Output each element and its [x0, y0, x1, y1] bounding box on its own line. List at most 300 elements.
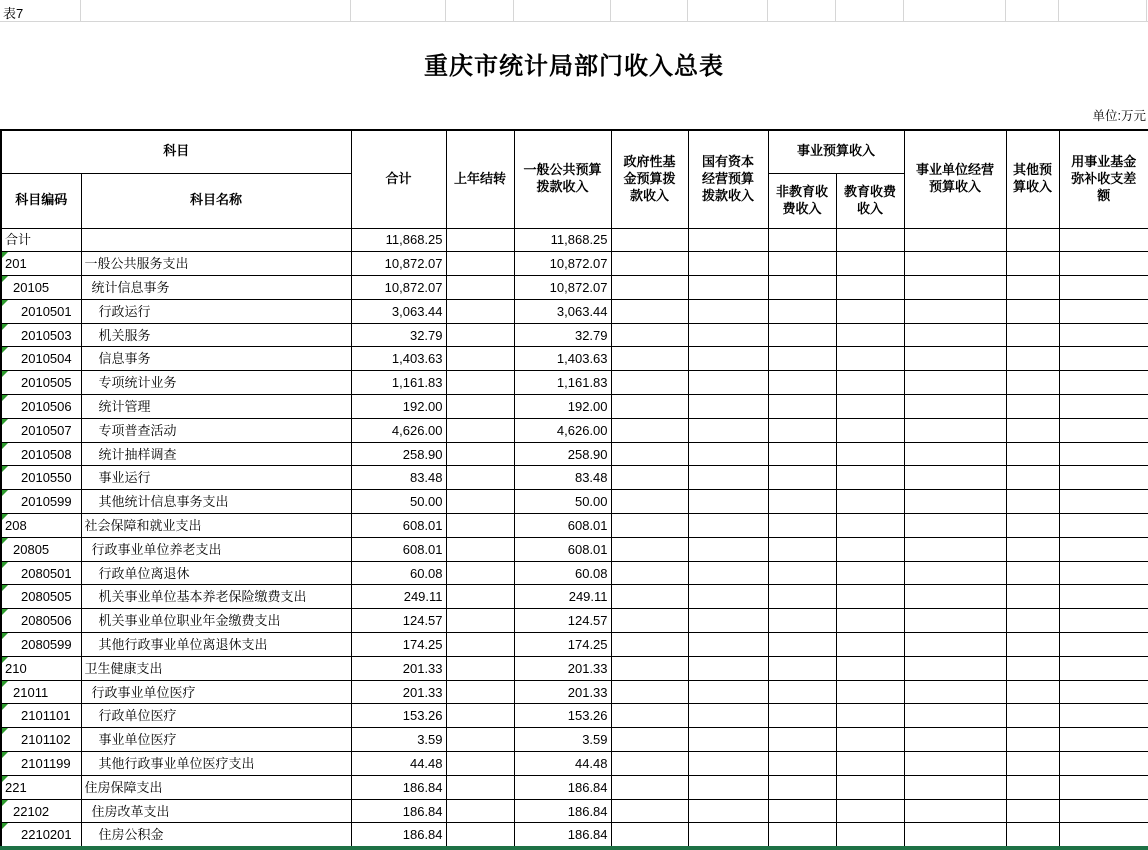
subject-code-cell[interactable]: [1, 466, 81, 490]
header-carryover[interactable]: 上年结转: [446, 130, 514, 228]
gov-fund-cell[interactable]: [611, 371, 688, 395]
subject-code-cell[interactable]: [1, 823, 81, 847]
operating-cell[interactable]: [904, 323, 1006, 347]
other-cell[interactable]: [1006, 252, 1059, 276]
general-cell[interactable]: 201.33: [514, 680, 611, 704]
non-edu-fee-cell[interactable]: [768, 775, 836, 799]
fund-balance-cell[interactable]: [1059, 752, 1148, 776]
non-edu-fee-cell[interactable]: [768, 561, 836, 585]
edu-fee-cell[interactable]: [836, 347, 904, 371]
fund-balance-cell[interactable]: [1059, 323, 1148, 347]
total-cell[interactable]: 192.00: [351, 395, 446, 419]
subject-code-cell[interactable]: [1, 276, 81, 300]
edu-fee-cell[interactable]: [836, 466, 904, 490]
subject-code-cell[interactable]: [1, 752, 81, 776]
general-cell[interactable]: 124.57: [514, 609, 611, 633]
other-cell[interactable]: [1006, 466, 1059, 490]
operating-cell[interactable]: [904, 514, 1006, 538]
other-cell[interactable]: [1006, 680, 1059, 704]
edu-fee-cell[interactable]: [836, 585, 904, 609]
non-edu-fee-cell[interactable]: [768, 728, 836, 752]
fund-balance-cell[interactable]: [1059, 633, 1148, 657]
subject-code-cell[interactable]: [1, 228, 81, 252]
non-edu-fee-cell[interactable]: [768, 752, 836, 776]
header-fund-balance-offset[interactable]: 用事业基金弥补收支差额: [1059, 130, 1148, 228]
subject-name-cell[interactable]: 一般公共服务支出: [81, 252, 351, 276]
header-gov-fund-budget[interactable]: 政府性基金预算拨款收入: [611, 130, 688, 228]
edu-fee-cell[interactable]: [836, 799, 904, 823]
subject-name-cell[interactable]: 其他行政事业单位离退休支出: [81, 633, 351, 657]
other-cell[interactable]: [1006, 442, 1059, 466]
non-edu-fee-cell[interactable]: [768, 442, 836, 466]
gov-fund-cell[interactable]: [611, 752, 688, 776]
fund-balance-cell[interactable]: [1059, 728, 1148, 752]
other-cell[interactable]: [1006, 537, 1059, 561]
subject-code-cell[interactable]: [1, 704, 81, 728]
edu-fee-cell[interactable]: [836, 252, 904, 276]
other-cell[interactable]: [1006, 775, 1059, 799]
edu-fee-cell[interactable]: [836, 418, 904, 442]
fund-balance-cell[interactable]: [1059, 466, 1148, 490]
header-institution-budget-income[interactable]: 事业预算收入: [768, 130, 904, 173]
operating-cell[interactable]: [904, 252, 1006, 276]
operating-cell[interactable]: [904, 299, 1006, 323]
state-capital-cell[interactable]: [688, 395, 768, 419]
non-edu-fee-cell[interactable]: [768, 466, 836, 490]
carryover-cell[interactable]: [446, 299, 514, 323]
edu-fee-cell[interactable]: [836, 395, 904, 419]
edu-fee-cell[interactable]: [836, 561, 904, 585]
non-edu-fee-cell[interactable]: [768, 514, 836, 538]
gov-fund-cell[interactable]: [611, 228, 688, 252]
fund-balance-cell[interactable]: [1059, 252, 1148, 276]
header-other-budget-income[interactable]: 其他预算收入: [1006, 130, 1059, 228]
subject-name-cell[interactable]: 行政事业单位医疗: [81, 680, 351, 704]
subject-name-cell[interactable]: 卫生健康支出: [81, 656, 351, 680]
header-institution-operating-budget[interactable]: 事业单位经营预算收入: [904, 130, 1006, 228]
gov-fund-cell[interactable]: [611, 299, 688, 323]
carryover-cell[interactable]: [446, 228, 514, 252]
state-capital-cell[interactable]: [688, 752, 768, 776]
other-cell[interactable]: [1006, 728, 1059, 752]
general-cell[interactable]: 1,403.63: [514, 347, 611, 371]
subject-code-cell[interactable]: [1, 371, 81, 395]
fund-balance-cell[interactable]: [1059, 490, 1148, 514]
subject-code-cell[interactable]: [1, 728, 81, 752]
non-edu-fee-cell[interactable]: [768, 252, 836, 276]
state-capital-cell[interactable]: [688, 228, 768, 252]
total-cell[interactable]: 1,161.83: [351, 371, 446, 395]
state-capital-cell[interactable]: [688, 442, 768, 466]
operating-cell[interactable]: [904, 347, 1006, 371]
subject-name-cell[interactable]: 行政事业单位养老支出: [81, 537, 351, 561]
non-edu-fee-cell[interactable]: [768, 585, 836, 609]
non-edu-fee-cell[interactable]: [768, 418, 836, 442]
gov-fund-cell[interactable]: [611, 799, 688, 823]
gov-fund-cell[interactable]: [611, 347, 688, 371]
other-cell[interactable]: [1006, 323, 1059, 347]
other-cell[interactable]: [1006, 299, 1059, 323]
gov-fund-cell[interactable]: [611, 585, 688, 609]
other-cell[interactable]: [1006, 371, 1059, 395]
other-cell[interactable]: [1006, 347, 1059, 371]
edu-fee-cell[interactable]: [836, 323, 904, 347]
total-cell[interactable]: 83.48: [351, 466, 446, 490]
header-state-capital-budget[interactable]: 国有资本经营预算拨款收入: [688, 130, 768, 228]
gov-fund-cell[interactable]: [611, 442, 688, 466]
total-cell[interactable]: 50.00: [351, 490, 446, 514]
subject-name-cell[interactable]: 事业运行: [81, 466, 351, 490]
state-capital-cell[interactable]: [688, 775, 768, 799]
total-cell[interactable]: 3,063.44: [351, 299, 446, 323]
non-edu-fee-cell[interactable]: [768, 323, 836, 347]
total-cell[interactable]: 608.01: [351, 514, 446, 538]
non-edu-fee-cell[interactable]: [768, 395, 836, 419]
general-cell[interactable]: 60.08: [514, 561, 611, 585]
edu-fee-cell[interactable]: [836, 823, 904, 847]
subject-name-cell[interactable]: 统计管理: [81, 395, 351, 419]
general-cell[interactable]: 153.26: [514, 704, 611, 728]
header-edu-fee-income[interactable]: 教育收费收入: [836, 173, 904, 228]
non-edu-fee-cell[interactable]: [768, 228, 836, 252]
subject-name-cell[interactable]: 机关事业单位基本养老保险缴费支出: [81, 585, 351, 609]
total-cell[interactable]: 186.84: [351, 775, 446, 799]
gov-fund-cell[interactable]: [611, 537, 688, 561]
subject-name-cell[interactable]: 信息事务: [81, 347, 351, 371]
total-cell[interactable]: 608.01: [351, 537, 446, 561]
fund-balance-cell[interactable]: [1059, 442, 1148, 466]
edu-fee-cell[interactable]: [836, 276, 904, 300]
other-cell[interactable]: [1006, 561, 1059, 585]
carryover-cell[interactable]: [446, 466, 514, 490]
non-edu-fee-cell[interactable]: [768, 371, 836, 395]
operating-cell[interactable]: [904, 823, 1006, 847]
operating-cell[interactable]: [904, 418, 1006, 442]
general-cell[interactable]: 4,626.00: [514, 418, 611, 442]
gov-fund-cell[interactable]: [611, 561, 688, 585]
general-cell[interactable]: 174.25: [514, 633, 611, 657]
fund-balance-cell[interactable]: [1059, 537, 1148, 561]
total-cell[interactable]: 4,626.00: [351, 418, 446, 442]
carryover-cell[interactable]: [446, 418, 514, 442]
general-cell[interactable]: 608.01: [514, 537, 611, 561]
state-capital-cell[interactable]: [688, 799, 768, 823]
subject-code-cell[interactable]: [1, 442, 81, 466]
general-cell[interactable]: 50.00: [514, 490, 611, 514]
fund-balance-cell[interactable]: [1059, 514, 1148, 538]
fund-balance-cell[interactable]: [1059, 276, 1148, 300]
subject-name-cell[interactable]: 专项统计业务: [81, 371, 351, 395]
general-cell[interactable]: 1,161.83: [514, 371, 611, 395]
state-capital-cell[interactable]: [688, 561, 768, 585]
gov-fund-cell[interactable]: [611, 323, 688, 347]
operating-cell[interactable]: [904, 466, 1006, 490]
state-capital-cell[interactable]: [688, 656, 768, 680]
state-capital-cell[interactable]: [688, 514, 768, 538]
fund-balance-cell[interactable]: [1059, 561, 1148, 585]
other-cell[interactable]: [1006, 490, 1059, 514]
carryover-cell[interactable]: [446, 704, 514, 728]
carryover-cell[interactable]: [446, 775, 514, 799]
carryover-cell[interactable]: [446, 252, 514, 276]
edu-fee-cell[interactable]: [836, 371, 904, 395]
state-capital-cell[interactable]: [688, 347, 768, 371]
edu-fee-cell[interactable]: [836, 704, 904, 728]
total-cell[interactable]: 10,872.07: [351, 276, 446, 300]
edu-fee-cell[interactable]: [836, 656, 904, 680]
state-capital-cell[interactable]: [688, 633, 768, 657]
general-cell[interactable]: 10,872.07: [514, 276, 611, 300]
subject-name-cell[interactable]: [81, 228, 351, 252]
subject-code-cell[interactable]: [1, 609, 81, 633]
operating-cell[interactable]: [904, 633, 1006, 657]
gov-fund-cell[interactable]: [611, 466, 688, 490]
carryover-cell[interactable]: [446, 442, 514, 466]
state-capital-cell[interactable]: [688, 252, 768, 276]
operating-cell[interactable]: [904, 704, 1006, 728]
general-cell[interactable]: 44.48: [514, 752, 611, 776]
carryover-cell[interactable]: [446, 514, 514, 538]
fund-balance-cell[interactable]: [1059, 228, 1148, 252]
carryover-cell[interactable]: [446, 752, 514, 776]
state-capital-cell[interactable]: [688, 466, 768, 490]
carryover-cell[interactable]: [446, 585, 514, 609]
gov-fund-cell[interactable]: [611, 823, 688, 847]
fund-balance-cell[interactable]: [1059, 656, 1148, 680]
other-cell[interactable]: [1006, 799, 1059, 823]
subject-code-cell[interactable]: [1, 656, 81, 680]
other-cell[interactable]: [1006, 418, 1059, 442]
operating-cell[interactable]: [904, 228, 1006, 252]
subject-name-cell[interactable]: 机关事业单位职业年金缴费支出: [81, 609, 351, 633]
subject-name-cell[interactable]: 住房公积金: [81, 823, 351, 847]
state-capital-cell[interactable]: [688, 823, 768, 847]
state-capital-cell[interactable]: [688, 609, 768, 633]
total-cell[interactable]: 44.48: [351, 752, 446, 776]
total-cell[interactable]: 201.33: [351, 656, 446, 680]
operating-cell[interactable]: [904, 728, 1006, 752]
subject-code-cell[interactable]: [1, 585, 81, 609]
gov-fund-cell[interactable]: [611, 609, 688, 633]
other-cell[interactable]: [1006, 823, 1059, 847]
subject-code-cell[interactable]: [1, 633, 81, 657]
subject-name-cell[interactable]: 其他统计信息事务支出: [81, 490, 351, 514]
operating-cell[interactable]: [904, 537, 1006, 561]
gov-fund-cell[interactable]: [611, 704, 688, 728]
other-cell[interactable]: [1006, 704, 1059, 728]
total-cell[interactable]: 174.25: [351, 633, 446, 657]
carryover-cell[interactable]: [446, 347, 514, 371]
gov-fund-cell[interactable]: [611, 775, 688, 799]
carryover-cell[interactable]: [446, 323, 514, 347]
header-total[interactable]: 合计: [351, 130, 446, 228]
header-general-public-budget[interactable]: 一般公共预算拨款收入: [514, 130, 611, 228]
subject-code-cell[interactable]: [1, 490, 81, 514]
edu-fee-cell[interactable]: [836, 514, 904, 538]
carryover-cell[interactable]: [446, 823, 514, 847]
general-cell[interactable]: 186.84: [514, 823, 611, 847]
general-cell[interactable]: 83.48: [514, 466, 611, 490]
state-capital-cell[interactable]: [688, 704, 768, 728]
operating-cell[interactable]: [904, 490, 1006, 514]
gov-fund-cell[interactable]: [611, 680, 688, 704]
subject-code-cell[interactable]: [1, 252, 81, 276]
edu-fee-cell[interactable]: [836, 752, 904, 776]
subject-code-cell[interactable]: [1, 561, 81, 585]
operating-cell[interactable]: [904, 561, 1006, 585]
carryover-cell[interactable]: [446, 728, 514, 752]
state-capital-cell[interactable]: [688, 418, 768, 442]
total-cell[interactable]: 32.79: [351, 323, 446, 347]
subject-name-cell[interactable]: 统计抽样调查: [81, 442, 351, 466]
general-cell[interactable]: 3,063.44: [514, 299, 611, 323]
general-cell[interactable]: 201.33: [514, 656, 611, 680]
subject-code-cell[interactable]: [1, 799, 81, 823]
subject-name-cell[interactable]: 事业单位医疗: [81, 728, 351, 752]
subject-name-cell[interactable]: 住房保障支出: [81, 775, 351, 799]
carryover-cell[interactable]: [446, 371, 514, 395]
general-cell[interactable]: 32.79: [514, 323, 611, 347]
non-edu-fee-cell[interactable]: [768, 799, 836, 823]
total-cell[interactable]: 258.90: [351, 442, 446, 466]
carryover-cell[interactable]: [446, 656, 514, 680]
state-capital-cell[interactable]: [688, 276, 768, 300]
non-edu-fee-cell[interactable]: [768, 656, 836, 680]
general-cell[interactable]: 608.01: [514, 514, 611, 538]
edu-fee-cell[interactable]: [836, 775, 904, 799]
general-cell[interactable]: 186.84: [514, 799, 611, 823]
edu-fee-cell[interactable]: [836, 537, 904, 561]
fund-balance-cell[interactable]: [1059, 680, 1148, 704]
subject-code-cell[interactable]: [1, 680, 81, 704]
edu-fee-cell[interactable]: [836, 633, 904, 657]
non-edu-fee-cell[interactable]: [768, 609, 836, 633]
state-capital-cell[interactable]: [688, 585, 768, 609]
total-cell[interactable]: 1,403.63: [351, 347, 446, 371]
edu-fee-cell[interactable]: [836, 299, 904, 323]
fund-balance-cell[interactable]: [1059, 585, 1148, 609]
total-cell[interactable]: 124.57: [351, 609, 446, 633]
gov-fund-cell[interactable]: [611, 276, 688, 300]
total-cell[interactable]: 3.59: [351, 728, 446, 752]
operating-cell[interactable]: [904, 775, 1006, 799]
carryover-cell[interactable]: [446, 609, 514, 633]
gov-fund-cell[interactable]: [611, 490, 688, 514]
operating-cell[interactable]: [904, 395, 1006, 419]
carryover-cell[interactable]: [446, 537, 514, 561]
subject-name-cell[interactable]: 行政单位医疗: [81, 704, 351, 728]
general-cell[interactable]: 186.84: [514, 775, 611, 799]
state-capital-cell[interactable]: [688, 490, 768, 514]
operating-cell[interactable]: [904, 442, 1006, 466]
fund-balance-cell[interactable]: [1059, 704, 1148, 728]
fund-balance-cell[interactable]: [1059, 799, 1148, 823]
subject-code-cell[interactable]: [1, 347, 81, 371]
other-cell[interactable]: [1006, 228, 1059, 252]
total-cell[interactable]: 186.84: [351, 799, 446, 823]
edu-fee-cell[interactable]: [836, 442, 904, 466]
subject-code-cell[interactable]: [1, 395, 81, 419]
total-cell[interactable]: 153.26: [351, 704, 446, 728]
fund-balance-cell[interactable]: [1059, 395, 1148, 419]
state-capital-cell[interactable]: [688, 323, 768, 347]
state-capital-cell[interactable]: [688, 728, 768, 752]
subject-code-cell[interactable]: [1, 514, 81, 538]
carryover-cell[interactable]: [446, 490, 514, 514]
carryover-cell[interactable]: [446, 680, 514, 704]
subject-code-cell[interactable]: [1, 418, 81, 442]
general-cell[interactable]: 192.00: [514, 395, 611, 419]
fund-balance-cell[interactable]: [1059, 609, 1148, 633]
total-cell[interactable]: 11,868.25: [351, 228, 446, 252]
subject-name-cell[interactable]: 社会保障和就业支出: [81, 514, 351, 538]
edu-fee-cell[interactable]: [836, 728, 904, 752]
non-edu-fee-cell[interactable]: [768, 704, 836, 728]
total-cell[interactable]: 60.08: [351, 561, 446, 585]
fund-balance-cell[interactable]: [1059, 775, 1148, 799]
non-edu-fee-cell[interactable]: [768, 299, 836, 323]
state-capital-cell[interactable]: [688, 537, 768, 561]
non-edu-fee-cell[interactable]: [768, 490, 836, 514]
gov-fund-cell[interactable]: [611, 728, 688, 752]
non-edu-fee-cell[interactable]: [768, 347, 836, 371]
gov-fund-cell[interactable]: [611, 633, 688, 657]
edu-fee-cell[interactable]: [836, 490, 904, 514]
carryover-cell[interactable]: [446, 633, 514, 657]
edu-fee-cell[interactable]: [836, 609, 904, 633]
other-cell[interactable]: [1006, 656, 1059, 680]
other-cell[interactable]: [1006, 609, 1059, 633]
fund-balance-cell[interactable]: [1059, 347, 1148, 371]
subject-name-cell[interactable]: 专项普查活动: [81, 418, 351, 442]
carryover-cell[interactable]: [446, 276, 514, 300]
subject-name-cell[interactable]: 其他行政事业单位医疗支出: [81, 752, 351, 776]
operating-cell[interactable]: [904, 371, 1006, 395]
header-subject[interactable]: 科目: [1, 130, 351, 173]
subject-name-cell[interactable]: 住房改革支出: [81, 799, 351, 823]
non-edu-fee-cell[interactable]: [768, 537, 836, 561]
subject-name-cell[interactable]: 行政单位离退休: [81, 561, 351, 585]
gov-fund-cell[interactable]: [611, 656, 688, 680]
fund-balance-cell[interactable]: [1059, 371, 1148, 395]
carryover-cell[interactable]: [446, 799, 514, 823]
gov-fund-cell[interactable]: [611, 395, 688, 419]
other-cell[interactable]: [1006, 395, 1059, 419]
subject-code-cell[interactable]: [1, 537, 81, 561]
operating-cell[interactable]: [904, 656, 1006, 680]
other-cell[interactable]: [1006, 752, 1059, 776]
header-subject-code[interactable]: 科目编码: [1, 173, 81, 228]
subject-name-cell[interactable]: 统计信息事务: [81, 276, 351, 300]
total-cell[interactable]: 201.33: [351, 680, 446, 704]
subject-code-cell[interactable]: [1, 323, 81, 347]
non-edu-fee-cell[interactable]: [768, 633, 836, 657]
header-subject-name[interactable]: 科目名称: [81, 173, 351, 228]
edu-fee-cell[interactable]: [836, 228, 904, 252]
carryover-cell[interactable]: [446, 561, 514, 585]
other-cell[interactable]: [1006, 585, 1059, 609]
operating-cell[interactable]: [904, 799, 1006, 823]
non-edu-fee-cell[interactable]: [768, 276, 836, 300]
other-cell[interactable]: [1006, 514, 1059, 538]
state-capital-cell[interactable]: [688, 371, 768, 395]
non-edu-fee-cell[interactable]: [768, 680, 836, 704]
general-cell[interactable]: 258.90: [514, 442, 611, 466]
gov-fund-cell[interactable]: [611, 252, 688, 276]
fund-balance-cell[interactable]: [1059, 418, 1148, 442]
non-edu-fee-cell[interactable]: [768, 823, 836, 847]
general-cell[interactable]: 249.11: [514, 585, 611, 609]
